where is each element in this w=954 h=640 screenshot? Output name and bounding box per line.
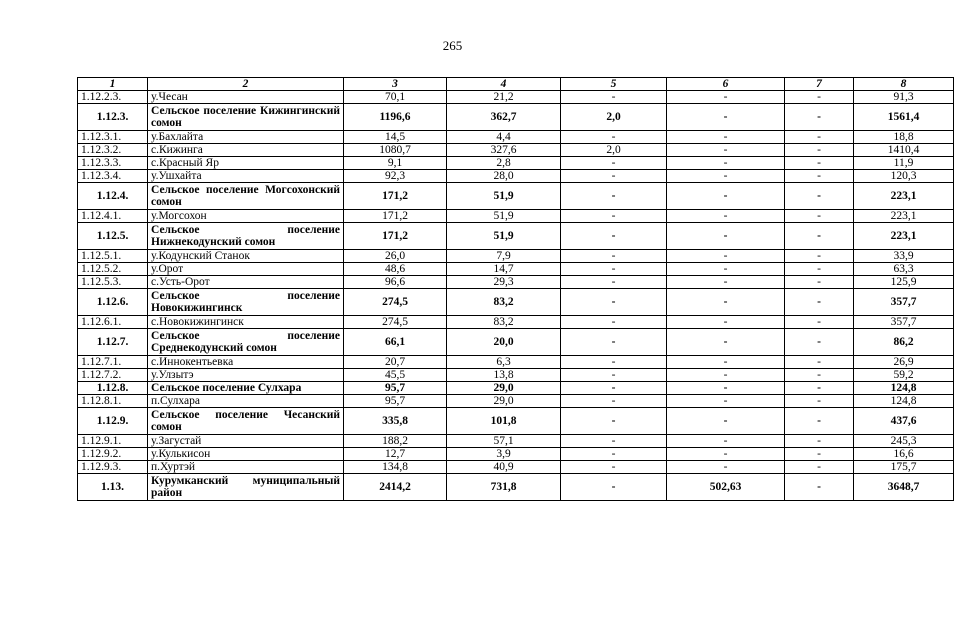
row-code: 1.12.4. [78, 183, 148, 210]
row-col-7: - [785, 448, 854, 461]
row-col-6: - [667, 435, 785, 448]
row-col-6: - [667, 382, 785, 395]
row-col-5: - [561, 157, 667, 170]
row-col-5: - [561, 448, 667, 461]
row-col-5: 2,0 [561, 104, 667, 131]
row-col-4: 29,0 [447, 395, 561, 408]
row-col-6: - [667, 104, 785, 131]
row-col-7: - [785, 395, 854, 408]
row-code: 1.12.9.3. [78, 461, 148, 474]
row-code: 1.12.5.3. [78, 276, 148, 289]
row-col-4: 731,8 [447, 474, 561, 501]
row-col-7: - [785, 144, 854, 157]
row-col-4: 51,9 [447, 210, 561, 223]
row-col-5: - [561, 369, 667, 382]
row-col-5: - [561, 329, 667, 356]
row-name: Курумканский муниципальный район [148, 474, 344, 501]
row-col-6: - [667, 144, 785, 157]
row-col-5: - [561, 356, 667, 369]
row-col-4: 20,0 [447, 329, 561, 356]
row-col-6: - [667, 157, 785, 170]
row-col-4: 2,8 [447, 157, 561, 170]
row-col-7: - [785, 223, 854, 250]
row-code: 1.12.7.2. [78, 369, 148, 382]
row-col-4: 362,7 [447, 104, 561, 131]
header-col-3: 3 [344, 78, 447, 91]
row-col-7: - [785, 250, 854, 263]
row-name: у.Загустай [148, 435, 344, 448]
row-col-3: 9,1 [344, 157, 447, 170]
row-col-3: 95,7 [344, 395, 447, 408]
row-col-7: - [785, 474, 854, 501]
row-name: у.Бахлайта [148, 131, 344, 144]
row-col-3: 188,2 [344, 435, 447, 448]
row-col-5: 2,0 [561, 144, 667, 157]
row-col-6: - [667, 91, 785, 104]
row-name: у.Улзытэ [148, 369, 344, 382]
row-col-7: - [785, 289, 854, 316]
row-code: 1.12.3.3. [78, 157, 148, 170]
row-code: 1.12.4.1. [78, 210, 148, 223]
row-col-8: 223,1 [854, 223, 954, 250]
table-row [78, 382, 954, 395]
row-col-6: - [667, 369, 785, 382]
row-col-8: 357,7 [854, 316, 954, 329]
row-name: с.Кижинга [148, 144, 344, 157]
row-name: с.Красный Яр [148, 157, 344, 170]
page-number: 265 [442, 38, 463, 53]
table-row [78, 250, 954, 263]
row-code: 1.12.5.1. [78, 250, 148, 263]
row-name: у.Ушхайта [148, 170, 344, 183]
row-code: 1.12.9.1. [78, 435, 148, 448]
row-col-3: 274,5 [344, 316, 447, 329]
table-row [78, 223, 954, 250]
row-col-4: 14,7 [447, 263, 561, 276]
row-col-6: - [667, 170, 785, 183]
row-col-8: 357,7 [854, 289, 954, 316]
row-col-4: 101,8 [447, 408, 561, 435]
row-col-7: - [785, 104, 854, 131]
row-col-3: 26,0 [344, 250, 447, 263]
row-name: п.Хуртэй [148, 461, 344, 474]
row-name: с.Иннокентьевка [148, 356, 344, 369]
row-col-6: - [667, 356, 785, 369]
row-col-3: 171,2 [344, 223, 447, 250]
row-col-3: 92,3 [344, 170, 447, 183]
header-col-8: 8 [854, 78, 954, 91]
row-col-6: 502,63 [667, 474, 785, 501]
row-col-8: 124,8 [854, 382, 954, 395]
row-name: у.Чесан [148, 91, 344, 104]
row-col-6: - [667, 329, 785, 356]
table-body [78, 91, 954, 501]
row-col-5: - [561, 276, 667, 289]
row-col-5: - [561, 131, 667, 144]
row-col-5: - [561, 223, 667, 250]
table-row [78, 210, 954, 223]
row-col-4: 40,9 [447, 461, 561, 474]
header-col-6: 6 [667, 78, 785, 91]
row-code: 1.12.7. [78, 329, 148, 356]
row-col-3: 48,6 [344, 263, 447, 276]
row-col-7: - [785, 461, 854, 474]
row-col-3: 45,5 [344, 369, 447, 382]
row-code: 1.12.3.4. [78, 170, 148, 183]
row-col-6: - [667, 316, 785, 329]
row-code: 1.12.3.2. [78, 144, 148, 157]
row-code: 1.12.5.2. [78, 263, 148, 276]
row-col-7: - [785, 356, 854, 369]
row-code: 1.12.3. [78, 104, 148, 131]
row-col-8: 59,2 [854, 369, 954, 382]
row-col-5: - [561, 408, 667, 435]
row-col-6: - [667, 395, 785, 408]
row-col-5: - [561, 250, 667, 263]
row-col-5: - [561, 183, 667, 210]
table-row [78, 474, 954, 501]
row-col-7: - [785, 329, 854, 356]
row-col-4: 4,4 [447, 131, 561, 144]
row-col-4: 7,9 [447, 250, 561, 263]
table-row [78, 435, 954, 448]
row-col-4: 28,0 [447, 170, 561, 183]
row-col-7: - [785, 316, 854, 329]
table-row [78, 263, 954, 276]
table-row [78, 448, 954, 461]
row-col-8: 437,6 [854, 408, 954, 435]
row-col-6: - [667, 250, 785, 263]
row-col-6: - [667, 289, 785, 316]
row-col-3: 171,2 [344, 210, 447, 223]
row-col-7: - [785, 157, 854, 170]
row-col-6: - [667, 448, 785, 461]
row-col-5: - [561, 382, 667, 395]
row-col-5: - [561, 435, 667, 448]
row-col-8: 18,8 [854, 131, 954, 144]
row-col-3: 70,1 [344, 91, 447, 104]
row-col-7: - [785, 408, 854, 435]
row-code: 1.12.8. [78, 382, 148, 395]
row-col-6: - [667, 461, 785, 474]
row-col-6: - [667, 408, 785, 435]
header-col-4: 4 [447, 78, 561, 91]
table-row [78, 170, 954, 183]
table-row [78, 144, 954, 157]
row-col-5: - [561, 170, 667, 183]
row-col-3: 274,5 [344, 289, 447, 316]
row-col-4: 29,0 [447, 382, 561, 395]
row-name: Сельское поселение Кижингинский сомон [148, 104, 344, 131]
row-col-6: - [667, 223, 785, 250]
row-code: 1.12.6. [78, 289, 148, 316]
table-row [78, 316, 954, 329]
row-col-7: - [785, 210, 854, 223]
row-col-5: - [561, 395, 667, 408]
row-col-5: - [561, 461, 667, 474]
header-row [78, 78, 954, 91]
row-name: у.Кулькисон [148, 448, 344, 461]
table-row [78, 157, 954, 170]
table-row [78, 408, 954, 435]
row-col-5: - [561, 91, 667, 104]
row-col-7: - [785, 369, 854, 382]
table-row [78, 183, 954, 210]
data-table [77, 77, 954, 501]
table-row [78, 91, 954, 104]
row-col-4: 327,6 [447, 144, 561, 157]
table-row [78, 329, 954, 356]
row-col-4: 13,8 [447, 369, 561, 382]
row-col-3: 95,7 [344, 382, 447, 395]
row-col-6: - [667, 210, 785, 223]
row-col-8: 86,2 [854, 329, 954, 356]
row-name: у.Могсохон [148, 210, 344, 223]
row-col-3: 335,8 [344, 408, 447, 435]
row-name: Сельское поселение Сулхара [148, 382, 344, 395]
header-col-5: 5 [561, 78, 667, 91]
row-col-3: 171,2 [344, 183, 447, 210]
header-col-7: 7 [785, 78, 854, 91]
row-col-8: 120,3 [854, 170, 954, 183]
row-name: п.Сулхара [148, 395, 344, 408]
row-col-3: 20,7 [344, 356, 447, 369]
row-col-8: 26,9 [854, 356, 954, 369]
table-row [78, 131, 954, 144]
row-code: 1.12.6.1. [78, 316, 148, 329]
header-col-2: 2 [148, 78, 344, 91]
row-col-3: 14,5 [344, 131, 447, 144]
row-col-8: 125,9 [854, 276, 954, 289]
row-code: 1.12.3.1. [78, 131, 148, 144]
table-row [78, 395, 954, 408]
row-col-7: - [785, 263, 854, 276]
row-code: 1.12.8.1. [78, 395, 148, 408]
table-row [78, 104, 954, 131]
row-col-6: - [667, 263, 785, 276]
row-col-4: 51,9 [447, 223, 561, 250]
row-col-5: - [561, 210, 667, 223]
row-col-5: - [561, 263, 667, 276]
table-row [78, 369, 954, 382]
row-code: 1.12.2.3. [78, 91, 148, 104]
row-col-8: 175,7 [854, 461, 954, 474]
row-col-3: 12,7 [344, 448, 447, 461]
row-code: 1.12.7.1. [78, 356, 148, 369]
row-col-4: 51,9 [447, 183, 561, 210]
row-col-3: 2414,2 [344, 474, 447, 501]
row-col-7: - [785, 276, 854, 289]
row-name: с.Новокижингинск [148, 316, 344, 329]
row-name: с.Усть-Орот [148, 276, 344, 289]
row-name: Сельское поселение Чесанский сомон [148, 408, 344, 435]
row-col-8: 245,3 [854, 435, 954, 448]
row-col-7: - [785, 170, 854, 183]
row-col-3: 66,1 [344, 329, 447, 356]
table-row [78, 356, 954, 369]
row-col-8: 124,8 [854, 395, 954, 408]
row-col-7: - [785, 91, 854, 104]
row-col-4: 83,2 [447, 316, 561, 329]
row-col-8: 33,9 [854, 250, 954, 263]
row-code: 1.12.9.2. [78, 448, 148, 461]
row-col-4: 57,1 [447, 435, 561, 448]
row-col-5: - [561, 289, 667, 316]
row-col-7: - [785, 131, 854, 144]
row-col-6: - [667, 131, 785, 144]
row-col-8: 16,6 [854, 448, 954, 461]
row-col-8: 91,3 [854, 91, 954, 104]
row-name: у.Орот [148, 263, 344, 276]
row-col-4: 6,3 [447, 356, 561, 369]
table-row [78, 276, 954, 289]
row-col-4: 21,2 [447, 91, 561, 104]
row-col-4: 83,2 [447, 289, 561, 316]
row-col-7: - [785, 435, 854, 448]
row-col-5: - [561, 316, 667, 329]
row-col-3: 1196,6 [344, 104, 447, 131]
row-col-8: 223,1 [854, 183, 954, 210]
table-row [78, 461, 954, 474]
row-col-8: 1561,4 [854, 104, 954, 131]
row-col-3: 96,6 [344, 276, 447, 289]
row-col-6: - [667, 276, 785, 289]
row-name: Сельское поселение Нижнекодунский сомон [148, 223, 344, 250]
row-name: Сельское поселение Могсохонский сомон [148, 183, 344, 210]
row-code: 1.12.5. [78, 223, 148, 250]
row-code: 1.13. [78, 474, 148, 501]
row-col-7: - [785, 183, 854, 210]
row-col-8: 223,1 [854, 210, 954, 223]
row-col-8: 1410,4 [854, 144, 954, 157]
row-col-8: 63,3 [854, 263, 954, 276]
row-col-8: 11,9 [854, 157, 954, 170]
row-name: Сельское поселение Среднекодунский сомон [148, 329, 344, 356]
row-code: 1.12.9. [78, 408, 148, 435]
row-col-5: - [561, 474, 667, 501]
row-col-4: 29,3 [447, 276, 561, 289]
row-name: Сельское поселение Новокижингинск [148, 289, 344, 316]
table-row [78, 289, 954, 316]
row-col-3: 134,8 [344, 461, 447, 474]
row-col-4: 3,9 [447, 448, 561, 461]
header-col-1: 1 [78, 78, 148, 91]
row-col-7: - [785, 382, 854, 395]
row-name: у.Кодунский Станок [148, 250, 344, 263]
row-col-3: 1080,7 [344, 144, 447, 157]
row-col-8: 3648,7 [854, 474, 954, 501]
row-col-6: - [667, 183, 785, 210]
